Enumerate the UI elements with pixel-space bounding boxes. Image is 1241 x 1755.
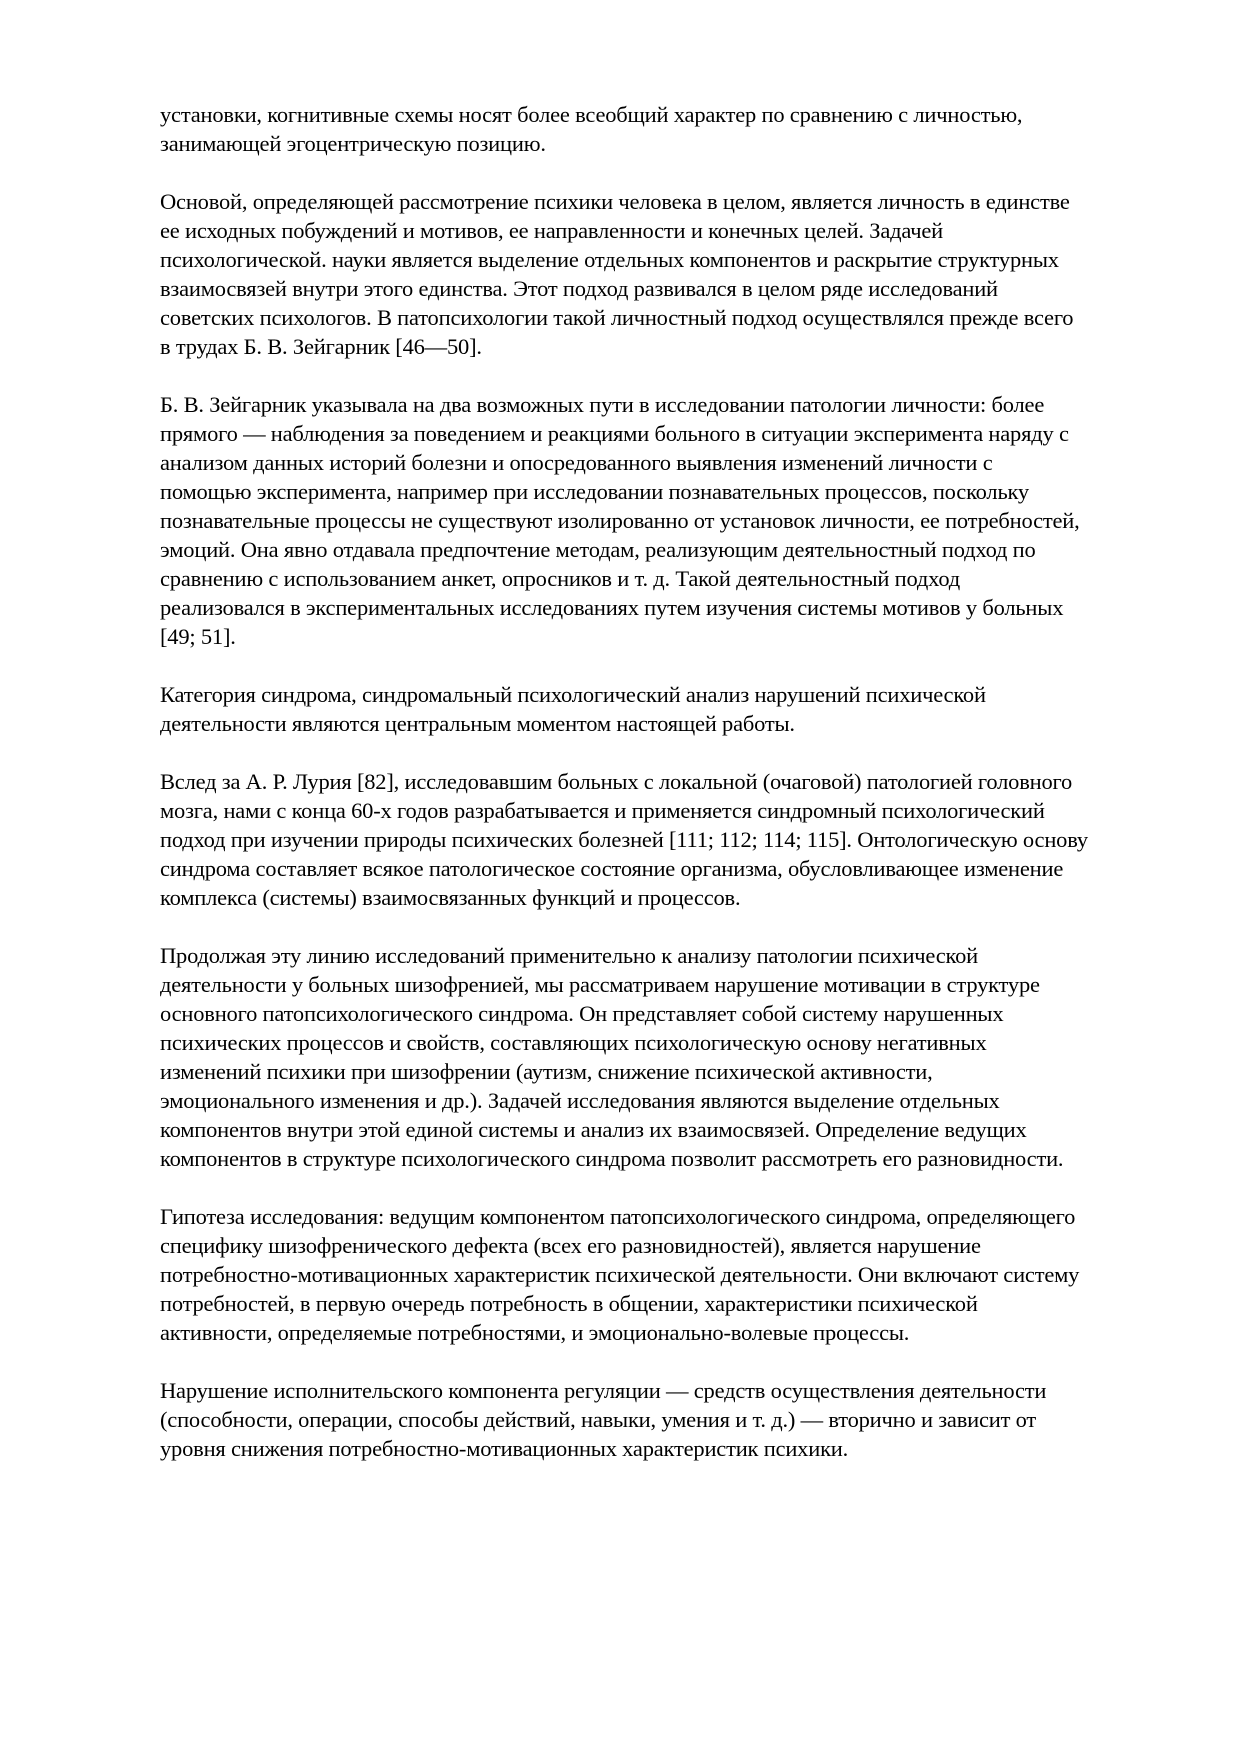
paragraph-3: Б. В. Зейгарник указывала на два возможных пути в исследовании патологии личности: более прямого — наблюдения за поведением и реакциями больного в ситуации эксперимента наряду с анализом данных историй болезни и опосредованного выявления изменений личности с помощью эксперимента, например при исследовании познавательных процессов, поскольку познавательные процессы не существуют изолированно от установок личности, ее потребностей, эмоций. Она явно отдавала предпочтение методам, реализующим деятельностный подход по сравнению с использованием анкет, опросников и т. д. Такой деятельностный подход реализовался в экспериментальных исследованиях путем изучения системы мотивов у больных [49; 51]. bbox=[160, 392, 1080, 649]
paragraph-5: Вслед за А. Р. Лурия [82], исследовавшим больных с локальной (очаговой) патологией головного мозга, нами с конца 60-х годов разрабатывается и применяется синдромный психологический подход при изучении природы психических болезней [111; 112; 114; 115]. Онтологическую основу синдрома составляет всякое патологическое состояние организма, обусловливающее изменение комплекса (системы) взаимосвязанных функций и процессов. bbox=[160, 769, 1088, 910]
paragraph-8: Нарушение исполнительского компонента регуляции — средств осуществления деятельности (способности, операции, способы действий, навыки, умения и т. д.) — вторично и зависит от уровня снижения потребностно-мотивационных характеристик психики. bbox=[160, 1378, 1047, 1461]
document-text-block bbox=[160, 100, 1088, 1463]
paragraph-6: Продолжая эту линию исследований применительно к анализу патологии психической деятельности у больных шизофренией, мы рассматриваем нарушение мотивации в структуре основного патопсихологического синдрома. Он представляет собой систему нарушенных психических процессов и свойств, составляющих психологическую основу негативных изменений психики при шизофрении (аутизм, снижение психической активности, эмоционального изменения и др.). Задачей исследования являются выделение отдельных компонентов внутри этой единой системы и анализ их взаимосвязей. Определение ведущих компонентов в структуре психологического синдрома позволит рассмотреть его разновидности. bbox=[160, 943, 1064, 1171]
paragraph-7: Гипотеза исследования: ведущим компонентом патопсихологического синдрома, определяющего специфику шизофренического дефекта (всех его разновидностей), является нарушение потребностно-мотивационных характеристик психической деятельности. Они включают систему потребностей, в первую очередь потребность в общении, характеристики психической активности, определяемые потребностями, и эмоционально-волевые процессы. bbox=[160, 1204, 1080, 1345]
paragraph-4: Категория синдрома, синдромальный психологический анализ нарушений психической деятельности являются центральным моментом настоящей работы. bbox=[160, 682, 986, 736]
paragraph-2: Основой, определяющей рассмотрение психики человека в целом, является личность в единстве ее исходных побуждений и мотивов, ее направленности и конечных целей. Задачей психологической. науки является выделение отдельных компонентов и раскрытие структурных взаимосвязей внутри этого единства. Этот подход развивался в целом ряде исследований советских психологов. В патопсихологии такой личностный подход осуществлялся прежде всего в трудах Б. В. Зейгарник [46—50]. bbox=[160, 189, 1074, 359]
paragraph-1: установки, когнитивные схемы носят более всеобщий характер по сравнению с личностью, занимающей эгоцентрическую позицию. bbox=[160, 102, 1023, 156]
